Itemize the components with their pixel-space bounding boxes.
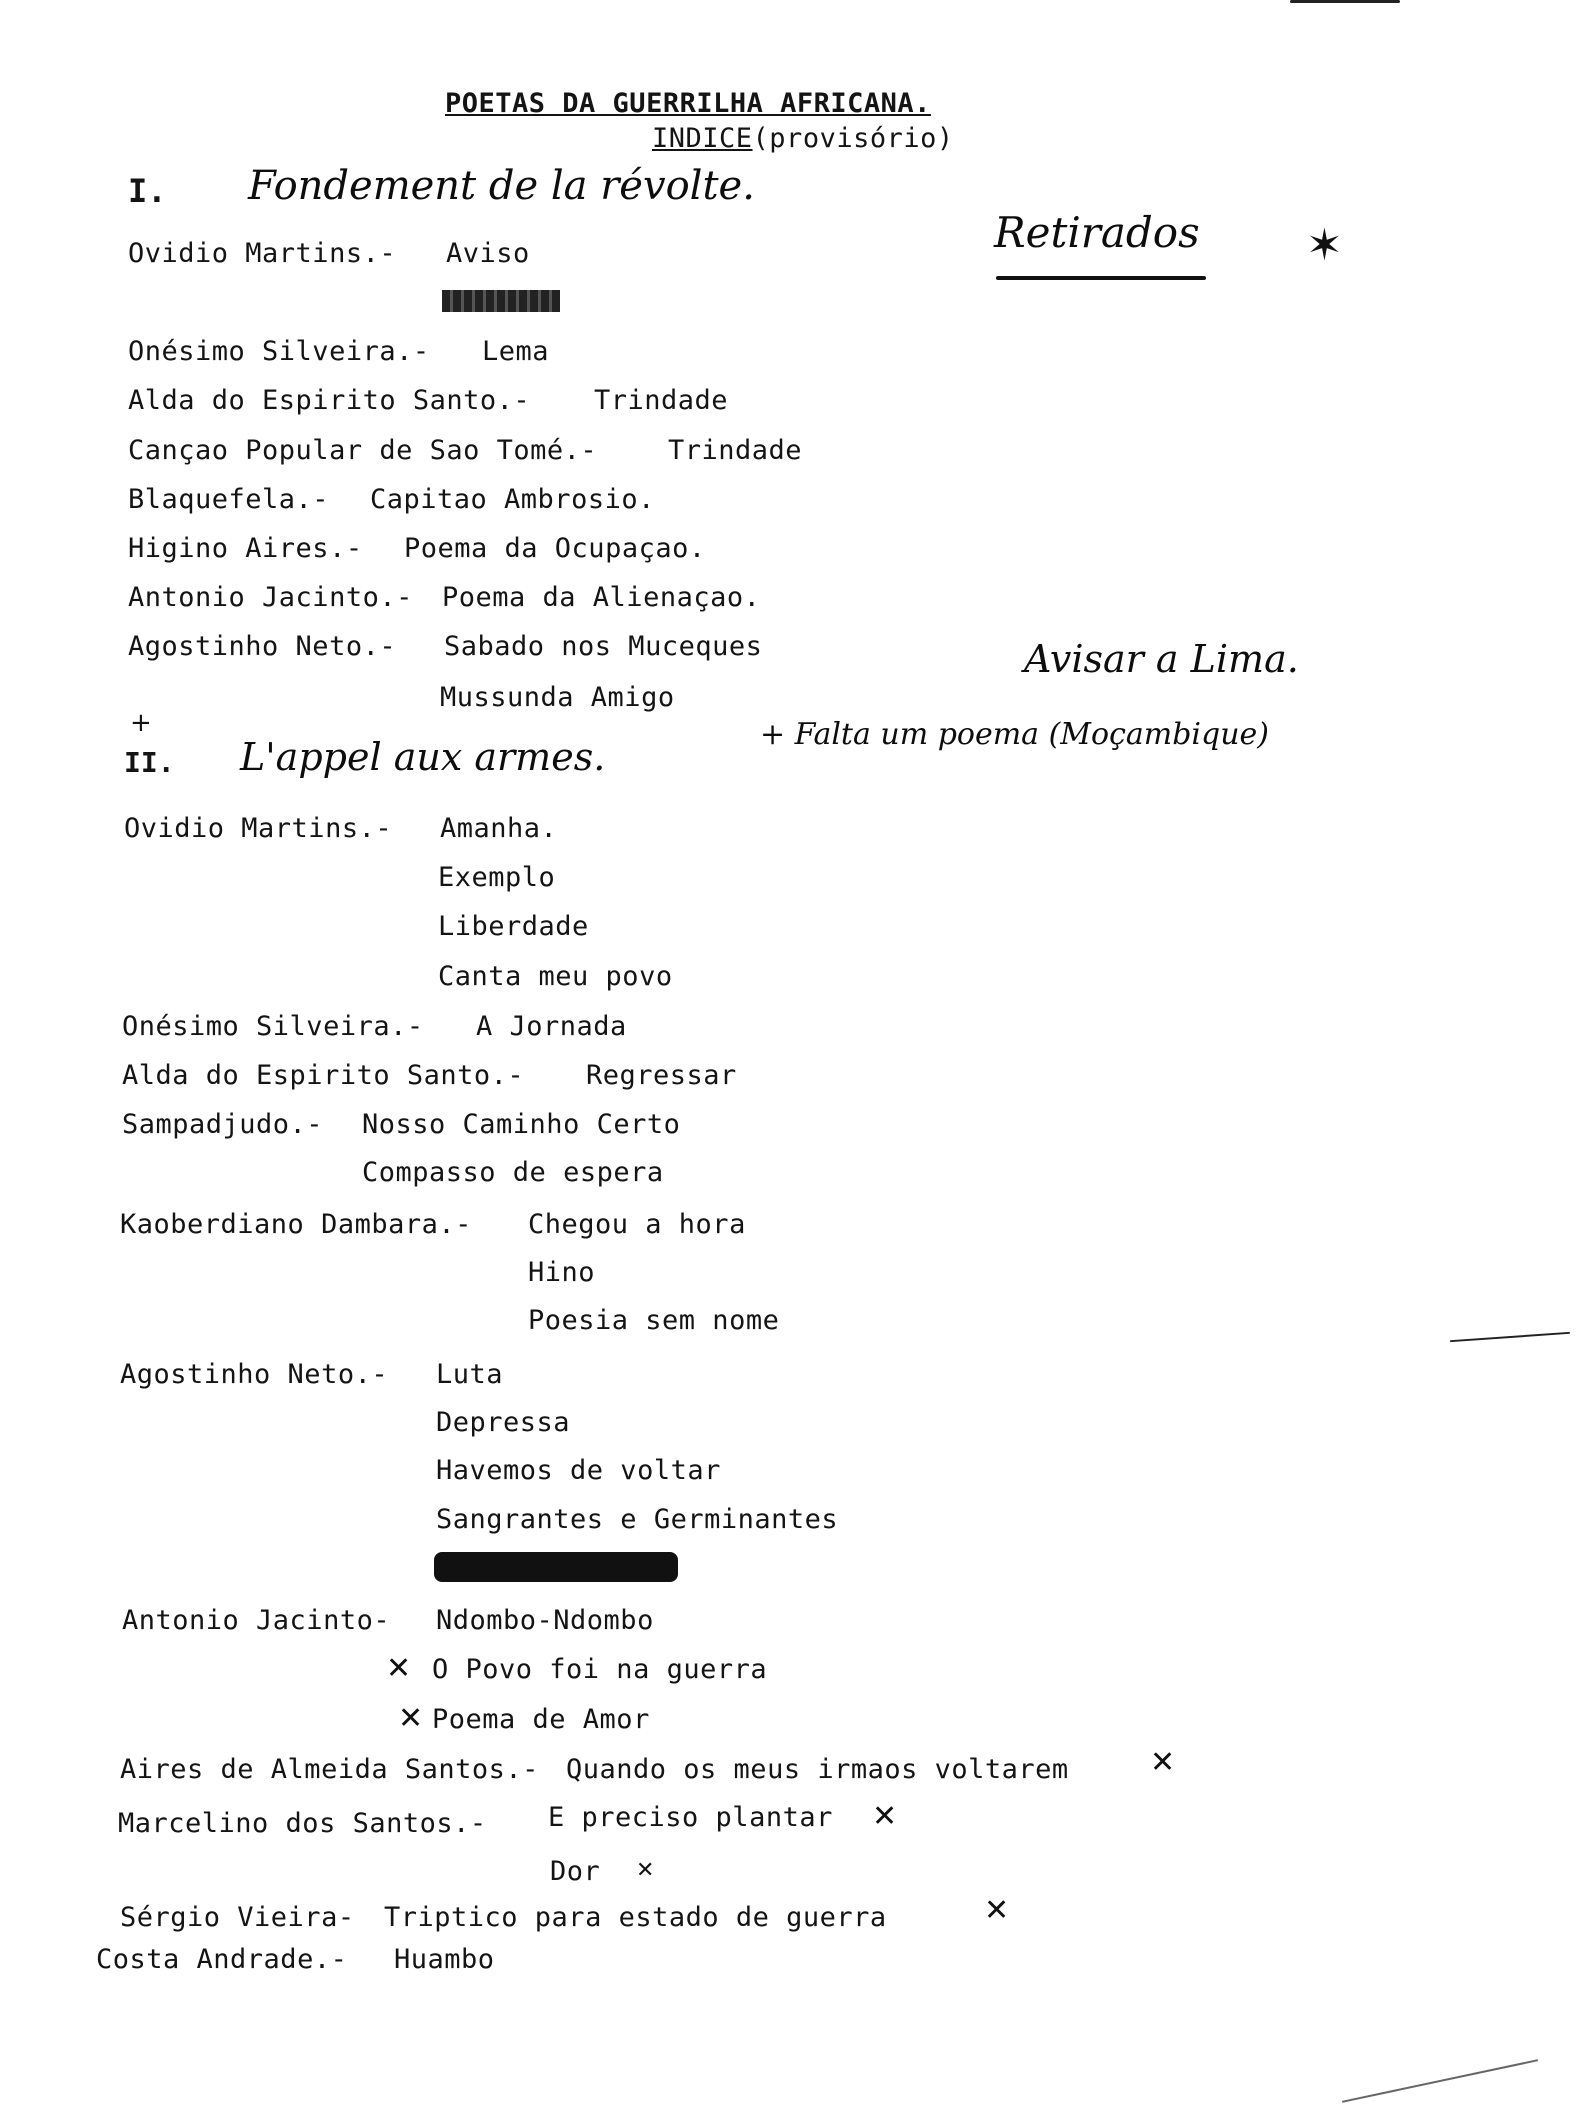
scan-artifact [1290,0,1400,3]
entry-author: Agostinho Neto.- [128,631,397,662]
note-avisar: Avisar a Lima. [1024,637,1299,681]
entry-author: Sérgio Vieira- [120,1902,355,1933]
entry-poem: O Povo foi na guerra [432,1654,768,1685]
entry-author: Onésimo Silveira.- [122,1011,424,1042]
section-1-number: I. [128,172,167,210]
entry-author: Blaquefela.- [128,484,330,515]
entry-poem: Dor [550,1856,601,1887]
note-falta-poema: + Falta um poema (Moçambique) [760,717,1270,752]
entry-author: Agostinho Neto.- [120,1359,389,1390]
section-2-handwritten-heading: L'appel aux armes. [240,735,606,779]
entry-poem: Sangrantes e Germinantes [436,1504,839,1535]
entry-poem: Poesia sem nome [528,1305,780,1336]
note-retirados-underline [996,276,1206,280]
entry-poem: Poema da Ocupaçao. [404,533,706,564]
scan-artifact [1342,2059,1538,2103]
redacted-line [434,1552,678,1582]
entry-author: Costa Andrade.- [96,1944,348,1975]
entry-poem: Amanha. [440,813,558,844]
entry-poem: Liberdade [438,911,589,942]
entry-poem: Havemos de voltar [436,1455,721,1486]
cross-mark-icon: ✕ [984,1893,1010,1928]
entry-poem: Ndombo-Ndombo [436,1605,654,1636]
entry-poem: Triptico para estado de guerra [384,1902,887,1933]
entry-author: Onésimo Silveira.- [128,336,430,367]
scan-artifact [1450,1332,1570,1342]
entry-poem: Hino [528,1257,596,1288]
star-mark-icon: ✶ [1306,220,1343,271]
entry-poem: Trindade [668,435,803,466]
entry-author: Higino Aires.- [128,533,363,564]
entry-author: Ovidio Martins.- [124,813,393,844]
document-title: POETAS DA GUERRILHA AFRICANA. [445,88,931,119]
cross-mark-icon: ✕ [386,1651,412,1686]
entry-poem: Huambo [394,1944,495,1975]
entry-poem: Luta [436,1359,504,1390]
entry-author: Alda do Espirito Santo.- [122,1060,525,1091]
entry-poem: Poema da Alienaçao. [442,582,761,613]
entry-poem: Aviso [446,238,530,269]
entry-poem: Depressa [436,1407,571,1438]
entry-poem: Chegou a hora [528,1209,746,1240]
entry-poem: Capitao Ambrosio. [370,484,655,515]
entry-poem: E preciso plantar [548,1802,833,1833]
entry-author: Antonio Jacinto- [122,1605,391,1636]
cross-mark-icon: ✕ [1150,1745,1176,1780]
entry-author: Aires de Almeida Santos.- [120,1754,539,1785]
entry-author: Sampadjudo.- [122,1109,324,1140]
entry-poem: Sabado nos Muceques [444,631,763,662]
cross-mark-icon: ✕ [398,1701,424,1736]
subtitle-underlined: INDICE [652,123,753,154]
subtitle-rest: (provisório) [752,123,954,154]
entry-author: Alda do Espirito Santo.- [128,385,531,416]
entry-poem: Trindade [594,385,729,416]
entry-author: Antonio Jacinto.- [128,582,413,613]
entry-author: Ovidio Martins.- [128,238,397,269]
entry-poem: Nosso Caminho Certo [362,1109,681,1140]
struck-out-text [442,290,560,312]
entry-author: Cançao Popular de Sao Tomé.- [128,435,598,466]
cross-mark-icon: ✕ [636,1858,655,1883]
entry-poem: Canta meu povo [438,961,673,992]
entry-poem: Poema de Amor [432,1704,650,1735]
entry-poem: Compasso de espera [362,1157,664,1188]
entry-poem: Lema [482,336,550,367]
cross-mark-icon: ✕ [872,1799,898,1834]
entry-author: Kaoberdiano Dambara.- [120,1209,472,1240]
section-2-number: II. [124,746,175,779]
entry-poem: Mussunda Amigo [440,682,675,713]
section-1-handwritten-heading: Fondement de la révolte. [248,163,755,209]
entry-poem: Quando os meus irmaos voltarem [566,1754,1069,1785]
document-subtitle [652,123,954,154]
entry-author: Marcelino dos Santos.- [118,1808,487,1839]
entry-poem: Exemplo [438,862,556,893]
entry-poem: Regressar [586,1060,737,1091]
entry-poem: A Jornada [476,1011,627,1042]
note-retirados: Retirados [994,208,1200,257]
plus-mark-icon: + [130,708,152,738]
